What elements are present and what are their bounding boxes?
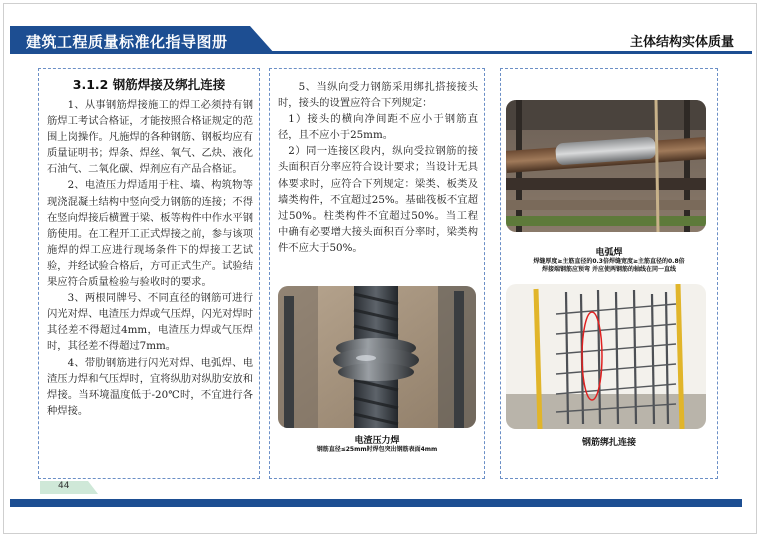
section-title: 3.1.2 钢筋焊接及绑扎连接 bbox=[72, 77, 226, 92]
chapter-title: 主体结构实体质量 bbox=[629, 35, 734, 50]
electroslag-note: 钢筋直径≤25mm时焊包突出钢筋表面4mm bbox=[316, 446, 438, 453]
footer-rule bbox=[10, 499, 742, 507]
middle-body-text bbox=[278, 79, 478, 256]
middle-panel bbox=[269, 68, 485, 479]
electroslag-title: 电渣压力焊 bbox=[354, 436, 400, 446]
binding-title: 钢筋绑扎连接 bbox=[581, 438, 636, 448]
arc-weld-image bbox=[506, 100, 706, 232]
left-text-panel bbox=[38, 68, 260, 479]
paragraph-2: 2、电渣压力焊适用于柱、墙、构筑物等现浇混凝土结构中竖向受力钢筋的连接；不得在竖向焊接后横置于梁、板等构件中作水平钢筋使用。在工程开工正式焊接之前，参与该项施焊的焊工应进行现场条件下的焊接工艺试验，并经试验合格后，方可正式生产。试验结果应符合质量检验与验收时的要求。 bbox=[47, 179, 253, 289]
paragraph-5: 5、当纵向受力钢筋采用绑扎搭接接头时，接头的设置应符合下列规定： bbox=[278, 81, 478, 110]
left-body-text bbox=[47, 97, 253, 419]
rebar-binding-photo bbox=[506, 284, 706, 429]
arc-weld-photo bbox=[506, 100, 706, 232]
paragraph-3: 3、两根同牌号、不同直径的钢筋可进行闪光对焊、电渣压力焊或气压焊，闪光对焊时其径差不得超过4mm，电渣压力焊或气压焊时，其径差不得超过7mm。 bbox=[47, 292, 253, 353]
arc-weld-title: 电弧焊 bbox=[595, 248, 623, 258]
right-figure-panel bbox=[500, 68, 718, 479]
header-rule bbox=[272, 51, 752, 54]
arc-weld-note-2: 焊接端钢筋应预弯 并应使两钢筋的轴线在同一直线 bbox=[541, 266, 677, 273]
arc-weld-note-1: 焊缝厚度≥主筋直径的0.3倍焊缝宽度≥主筋直径的0.8倍 bbox=[533, 258, 685, 265]
electroslag-weld-photo bbox=[278, 286, 476, 428]
paragraph-5-2: 2）同一连接区段内，纵向受拉钢筋的接头面积百分率应符合设计要求；当设计无具体要求时，应符合下列规定：梁类、板类及墙类构件，不宜超过25%。基础筏板不宜超过50%。柱类构件不宜超过50%。当工程中确有必要增大接头面积百分率时，梁类构件不应大于50%。 bbox=[278, 145, 478, 254]
electroslag-caption bbox=[270, 433, 484, 454]
arc-weld-caption bbox=[501, 245, 717, 274]
paragraph-5-1: 1）接头的横向净间距不应小于钢筋直径，且不应小于25mm。 bbox=[278, 113, 478, 142]
paragraph-4: 4、带肋钢筋进行闪光对焊、电弧焊、电渣压力焊和气压焊时，宜将纵肋对纵肋安放和焊接。当环境温度低于-20℃时，不宜进行各种焊接。 bbox=[47, 356, 253, 417]
page-header bbox=[10, 26, 752, 56]
electroslag-weld-image bbox=[278, 286, 476, 428]
paragraph-1: 1、从事钢筋焊接施工的焊工必须持有钢筋焊工考试合格证，才能按照合格证规定的范围上岗操作。凡施焊的各种钢筋、钢板均应有质量证明书；焊条、焊丝、氧气、乙炔、液化石油气、二氧化碳、焊剂应有产品合格证。 bbox=[47, 99, 253, 176]
rebar-binding-image bbox=[506, 284, 706, 429]
page-number: 44 bbox=[58, 481, 70, 491]
book-title: 建筑工程质量标准化指导图册 bbox=[26, 33, 228, 51]
binding-caption bbox=[501, 435, 717, 448]
